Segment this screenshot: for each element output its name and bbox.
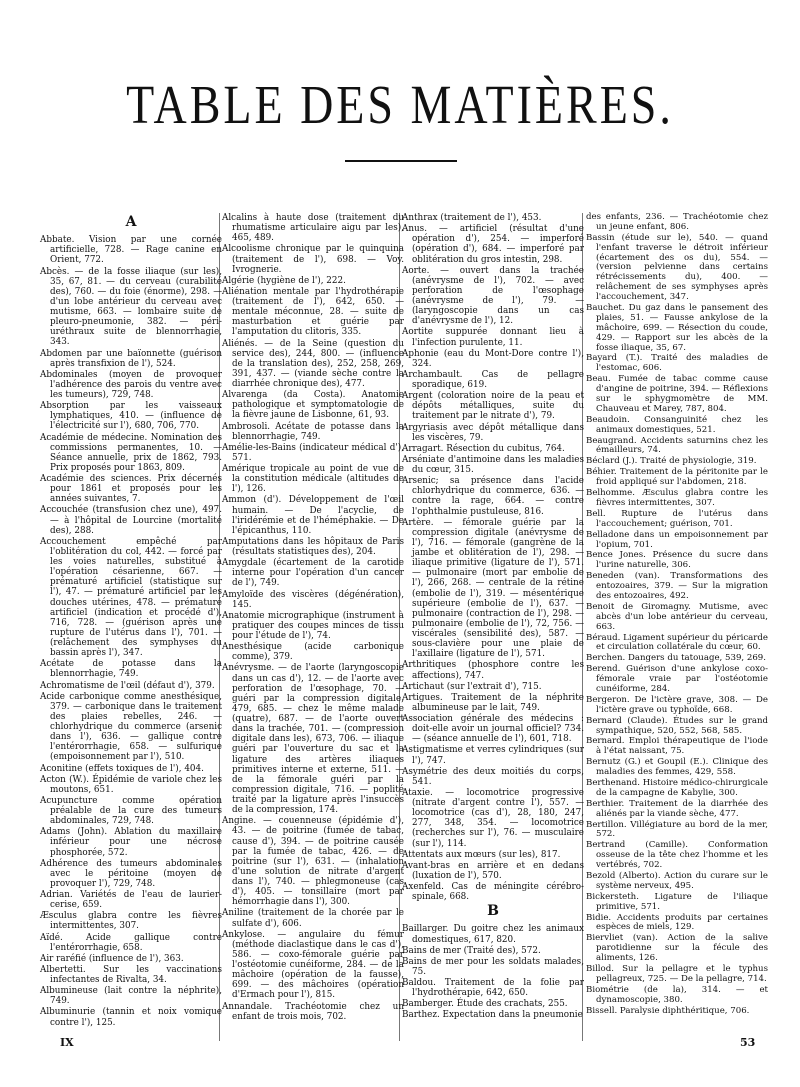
index-entry: Berthenand. Histoire médico-chirurgicale de la campagne de Kabylie, 300.	[586, 777, 768, 798]
page-title: TABLE DES MATIÈRES.	[126, 73, 674, 136]
index-entry: Bezold (Alberto). Action du curare sur le système nerveux, 495.	[586, 871, 768, 891]
index-entry: Anus. — artificiel (résultat d'une opération d'), 254. — imperforé (opération d'), 684. — imperforé par oblitération du gros intestin, 298.	[402, 224, 584, 265]
index-entry: Bissell. Paralysie diphthéritique, 706.	[586, 1005, 750, 1016]
index-entry: Air raréfié (influence de l'), 363.	[40, 953, 184, 964]
index-entry: Acton (W.). Épidémie de variole chez les moutons, 651.	[40, 774, 222, 795]
index-entry: Bidie. Accidents produits par certaines espèces de miels, 129.	[586, 912, 768, 933]
index-entry: Adams (John). Ablation du maxillaire inférieur pour une nécrose phosphorée, 572.	[40, 827, 222, 858]
index-entry: Astigmatisme et verres cylindriques (sur l'), 747.	[402, 745, 584, 766]
index-entry: Aconitine (effets toxiques de l'), 404.	[40, 763, 204, 774]
index-entry: Académie de médecine. Nomination des commissions permanentes, 10. — Séance annuelle, prix de 1862, 793. Prix proposés pour 1863, 809.	[40, 432, 222, 473]
index-entry: Aliénation mentale par l'hydrothérapie (traitement de l'), 642, 650. — mentale méconnue, 28. — suite de masturbation et guérie par l'amputation du clitoris, 335.	[222, 286, 404, 338]
index-entry: Billod. Sur la pellagre et le typhus pellagreux, 725. — De la pellagre, 714.	[586, 964, 768, 984]
index-entry: Bell. Rupture de l'utérus dans l'accouchement; guérison, 701.	[586, 508, 768, 529]
index-column-1	[40, 213, 222, 1029]
index-entry: Angine. — couenneuse (épidémie d'), 43. — de poitrine (fumée de tabac, cause d'), 394. — de poitrine causée par la fumée de tabac, 426. — de poitrine (sur l'), 631. — (inhalation d'une solution de nitrate d'argent dans l'), 740. — phlegmoneuse (cas d'), 405. — tonsillaire (mort par hémorrhagie dans l'), 300.	[222, 816, 404, 908]
index-entry: Aortite suppurée donnant lieu à l'infection purulente, 11.	[402, 327, 584, 348]
index-entry: Adrian. Variétés de l'eau de laurier-cerise, 659.	[40, 890, 222, 911]
index-entry: Beau. Fumée de tabac comme cause d'angine de poitrine, 394. — Réflexions sur le sphygmomètre de MM. Chauveau et Marey, 787, 804.	[586, 374, 768, 414]
index-entry: Albuminurie (tannin et noix vomique contre l'), 125.	[40, 1007, 222, 1028]
index-entry: Acétate de potasse dans la blennorrhagie, 749.	[40, 659, 222, 680]
index-entry: Algérie (hygiène de l'), 222.	[222, 275, 346, 286]
index-entry: Bence Jones. Présence du sucre dans l'urine naturelle, 306.	[586, 550, 768, 571]
index-entry: Accouchement empêché par l'oblitération du col, 442. — forcé par les voies naturelles, substitué à l'opération césarienne, 667. — prématuré artificiel (statistique sur l'), 47. — prématuré artificiel par les douches utérines, 478. — prématuré artificiel (indication et procédé d'), 716, 728. — (guérison après une rupture de l'utérus dans l'), 701. — (relâchement des symphyses du bassin après l'), 347.	[40, 536, 222, 659]
index-entry: Amyloïde des viscères (dégénération), 145.	[222, 589, 404, 610]
index-entry: Ambrosoli. Acétate de potasse dans la blennorrhagie, 749.	[222, 421, 404, 442]
index-entry: Bertrand (Camille). Conformation osseuse de la tête chez l'homme et les vertébrés, 702.	[586, 840, 768, 871]
index-entry: Amygdale (écartement de la carotide interne pour l'opération d'un cancer de l'), 749.	[222, 558, 404, 589]
index-entry: Amérique tropicale au point de vue de la constitution médicale (altitudes de l'), 126.	[222, 464, 404, 495]
index-entry: Berthier. Traitement de la diarrhée des aliénés par la viande sèche, 477.	[586, 798, 768, 819]
index-entry: Biervliet (van). Action de la salive parotidienne sur la fécule des aliments, 126.	[586, 933, 768, 964]
index-entry: Aïdé. Acide gallique contre l'entérorrhagie, 658.	[40, 932, 222, 953]
index-entry: Artère. — fémorale guérie par la compression digitale (anévrysme de l'), 716. — fémorale (gangrène de la jambe et oblitération de l'), 298. — iliaque primitive (ligature de l'), 571. — pulmonaire (mort par embolie de l'), 266, 268. — centrale de la rétine (embolie de l'), 319. — mésentérique supérieure (embolie de l'), 637. — pulmonaire (contraction de l'), 298. — pulmonaire (embolie de l'), 72, 756. — viscérales (sensibilité des), 587. — sous-clavière pour une plaie de l'axillaire (ligature de l'), 571.	[402, 517, 584, 660]
index-entry: Aorte. — ouvert dans la trachée (anévrysme de l'), 702. — avec perforation de l'œsophage (anévrysme de l'), 79. — (laryngoscopie dans un cas d'anévrysme de l'), 12.	[402, 265, 584, 327]
index-entry: Aphonie (eau du Mont-Dore contre l'), 324.	[402, 348, 584, 369]
index-entry: Achromatisme de l'œil (défaut d'), 379.	[40, 680, 215, 691]
index-entry: Avant-bras en arrière et en dedans (luxation de l'), 570.	[402, 860, 584, 881]
index-entry: Bernard (Claude). Études sur le grand sympathique, 520, 552, 568, 585.	[586, 715, 768, 736]
index-entry: Abbate. Vision par une cornée artificielle, 728. — Rage canine en Orient, 772.	[40, 235, 222, 266]
index-entry: Bayard (T.). Traité des maladies de l'estomac, 606.	[586, 353, 768, 374]
index-entry: Beaudoin. Consanguinité chez les animaux domestiques, 521.	[586, 414, 768, 435]
index-entry: Béraud. Ligament supérieur du péricarde et circulation collatérale du cœur, 60.	[586, 632, 768, 653]
index-entry: Anatomie micrographique (instrument à pratiquer des coupes minces de tissu pour l'étude de l'), 74.	[222, 610, 404, 641]
index-entry: Belladone dans un empoisonnement par l'opium, 701.	[586, 529, 768, 550]
index-entry: Artichaut (sur l'extrait d'), 715.	[402, 681, 542, 692]
index-entry: Abdomen par une baïonnette (guérison après transfixion de l'), 524.	[40, 348, 222, 369]
index-entry: Arragart. Résection du cubitus, 764.	[402, 443, 565, 454]
index-column-4	[586, 213, 768, 1017]
index-entry: Anévrysme. — de l'aorte (laryngoscopie dans un cas d'), 12. — de l'aorte avec perforation de l'œsophage, 70. — guéri par la compression digitale, 479, 685. — chez le même malade (quatre), 687. — de l'aorte ouvert dans la trachée, 701. — (compression digitale dans les), 673, 706. — iliaque guéri par l'ouverture du sac et la ligature des artères iliaques primitives interne et externe, 511. — de la fémorale guéri par la compression digitale, 716. — poplité traité par la ligature après l'insuccès de la compression, 174.	[222, 663, 404, 816]
index-entry: Argyriasis avec dépôt métallique dans les viscères, 79.	[402, 422, 584, 443]
index-entry: Archambault. Cas de pellagre sporadique, 619.	[402, 369, 584, 390]
index-entry: Ataxie. — locomotrice progressive (nitrate d'argent contre l'), 557. — locomotrice (cas d'), 28, 180, 247, 277, 348, 354. — locomotrice (recherches sur l'), 76. — musculaire (sur l'), 114.	[402, 787, 584, 849]
index-entry: Bickersteth. Ligature de l'iliaque primitive, 571.	[586, 891, 768, 912]
index-column-2	[222, 213, 404, 1023]
index-entry: Académie des sciences. Prix décernés pour 1861 et proposés pour les années suivantes, 7.	[40, 474, 222, 505]
index-entry: Attentats aux mœurs (sur les), 817.	[402, 849, 561, 860]
index-entry: Belhomme. Æsculus glabra contre les fièvres intermittentes, 307.	[586, 488, 768, 508]
index-entry: Bernutz (G.) et Goupil (E.). Clinique des maladies des femmes, 429, 558.	[586, 757, 768, 778]
index-entry: Bergeron. De l'ictère grave, 308. — De l'ictère grave ou typhoïde, 668.	[586, 694, 768, 715]
index-entry: Anesthésique (acide carbonique comme), 379.	[222, 642, 404, 663]
index-entry: Bains de mer pour les soldats malades, 75.	[402, 956, 584, 977]
section-letter: A	[125, 214, 137, 230]
index-entry: Albertetti. Sur les vaccinations infectantes de Rivalta, 34.	[40, 964, 222, 985]
index-entry: Artigues. Traitement de la néphrite albumineuse par le lait, 749.	[402, 692, 584, 713]
index-entry: Bains de mer (Traité des), 572.	[402, 945, 541, 956]
index-entry: Ankylose. — angulaire du fémur (méthode diaclastique dans le cas d'), 586. — coxo-fémorale guérie par l'ostéotomie cunéiforme, 284. — de la mâchoire (opération de la fausse), 699. — des mâchoires (opération d'Ermach pour l'), 815.	[222, 929, 404, 1001]
index-entry: Benoit de Giromagny. Mutisme, avec abcès d'un lobe antérieur du cerveau, 663.	[586, 601, 768, 632]
index-entry: Absorption par les vaisseaux lymphatiques, 410. — (influence de l'électricité sur l'), 680, 706, 770.	[40, 401, 222, 432]
index-entry: Bernard. Emploi thérapeutique de l'iode à l'état naissant, 75.	[586, 736, 768, 757]
index-entry: Alvarenga (da Costa). Anatomie pathologique et symptomatologie de la fièvre jaune de Lisbonne, 61, 93.	[222, 390, 404, 421]
index-entry: Arséniate d'antimoine dans les maladies du cœur, 315.	[402, 454, 584, 475]
index-entry: Acide carbonique comme anesthésique, 379. — carbonique dans le traitement des plaies rebelles, 246. — chlorhydrique du commerce (arsenic dans l'), 636. — gallique contre l'entérorrhagie, 658. — sulfurique (empoisonnement par l'), 510.	[40, 691, 222, 763]
index-entry: Aniline (traitement de la chorée par le sulfate d'), 606.	[222, 908, 404, 929]
index-entry: Bauchet. Du gaz dans le pansement des plaies, 51. — Fausse ankylose de la mâchoire, 699. — Résection du coude, 429. — Rapport sur les abcès de la fosse iliaque, 35, 67.	[586, 303, 768, 353]
index-entry: Ammon (d'). Développement de l'œil humain. — De l'acyclie, de l'iridérémie et de l'héméphakie. — De l'épicanthus, 110.	[222, 495, 404, 536]
index-entry: Abdominales (moyen de provoquer l'adhérence des parois du ventre avec les tumeurs), 729, 748.	[40, 369, 222, 400]
index-entry: des enfants, 236. — Trachéotomie chez un jeune enfant, 806.	[586, 212, 768, 232]
index-entry: Aliénés. — de la Seine (question du service des), 244, 800. — (influence de la translation des), 252, 258, 269, 391, 437. — (viande sèche contre la diarrhée chronique des), 477.	[222, 338, 404, 389]
index-entry: Alcoolisme chronique par le quinquina (traitement de l'), 698. — Voy. Ivrognerie.	[222, 244, 404, 275]
index-entry: Albumineuse (lait contre la néphrite), 749.	[40, 986, 222, 1007]
title-rule	[345, 160, 457, 162]
index-entry: Bertillon. Villégiature au bord de la mer, 572.	[586, 819, 768, 840]
index-entry: Argent (coloration noire de la peau et dépôts métalliques, suite du traitement par le nitrate d'), 79.	[402, 391, 584, 422]
index-entry: Baldou. Traitement de la folie par l'hydrothérapie, 642, 650.	[402, 978, 584, 999]
index-entry: Asymétrie des deux moitiés du corps, 541.	[402, 766, 584, 787]
index-entry: Bamberger. Étude des crachats, 255.	[402, 999, 568, 1010]
index-entry: Berend. Guérison d'une ankylose coxo-fémorale vraie par l'ostéotomie cunéiforme, 284.	[586, 664, 768, 694]
index-column-3	[402, 213, 584, 1022]
index-entry: Arsenic; sa présence dans l'acide chlorhydrique du commerce, 636. — contre la rage, 664. — contre l'ophthalmie pustuleuse, 816.	[402, 476, 584, 517]
index-entry: Æsculus glabra contre les fièvres intermittentes, 307.	[40, 911, 222, 932]
index-entry: Bassin (étude sur le), 540. — quand l'enfant traverse le détroit inférieur (écartement des os du), 554. — (version pelvienne dans certains rétrécissements du), 400. — relâchement de ses symphyses après l'accouchement, 347.	[586, 232, 768, 303]
index-entry: Axenfeld. Cas de méningite cérébro-spinale, 668.	[402, 882, 584, 903]
folio-right: 53	[740, 1036, 756, 1049]
index-entry: Biométrie (de la), 314. — et dynamoscopie, 380.	[586, 984, 768, 1005]
folio-left: IX	[60, 1036, 74, 1049]
index-entry: Abcès. — de la fosse iliaque (sur les), 35, 67, 81. — du cerveau (curabilité des), 760. — du foie (énorme), 298. — d'un lobe antérieur du cerveau avec mutisme, 663. — lombaire suite de pleuro-pneumonie, 382. — péri-uréthraux suite de blennorrhagie, 343.	[40, 266, 222, 348]
index-entry: Annandale. Trachéotomie chez un enfant de trois mois, 702.	[222, 1001, 404, 1022]
index-entry: Amélie-les-Bains (indicateur médical d'), 571.	[222, 442, 404, 463]
index-entry: Baillarger. Du goitre chez les animaux domestiques, 617, 820.	[402, 924, 584, 945]
index-entry: Béclard (J.). Traité de physiologie, 319.	[586, 456, 757, 467]
index-entry: Berchen. Dangers du tatouage, 539, 269.	[586, 653, 767, 664]
index-entry: Association générale des médecins : doit-elle avoir un journal officiel? 734. — (séance annuelle de l'), 601, 718.	[402, 714, 584, 745]
section-letter: B	[487, 903, 499, 920]
index-entry: Alcalins à haute dose (traitement du rhumatisme articulaire aigu par les), 465, 489.	[222, 213, 404, 244]
index-entry: Adhérence des tumeurs abdominales avec le péritoine (moyen de provoquer l'), 729, 748.	[40, 858, 222, 889]
index-entry: Beaugrand. Accidents saturnins chez les émailleurs, 74.	[586, 435, 768, 456]
index-entry: Beneden (van). Transformations des entozoaires, 379. — Sur la migration des entozoaires, 492.	[586, 571, 768, 601]
index-entry: Barthez. Expectation dans la pneumonie	[402, 1010, 583, 1021]
index-entry: Anthrax (traitement de l'), 453.	[402, 213, 542, 223]
index-entry: Accouchée (transfusion chez une), 497. — à l'hôpital de Lourcine (mortalité des), 288.	[40, 505, 222, 536]
index-entry: Arthritiques (phosphore contre les affections), 747.	[402, 660, 584, 681]
index-entry: Acupuncture comme opération préalable de la cure des tumeurs abdominales, 729, 748.	[40, 795, 222, 827]
index-entry: Amputations dans les hôpitaux de Paris (résultats statistiques des), 204.	[222, 536, 404, 557]
index-entry: Béhier. Traitement de la péritonite par le froid appliqué sur l'abdomen, 218.	[586, 467, 768, 488]
